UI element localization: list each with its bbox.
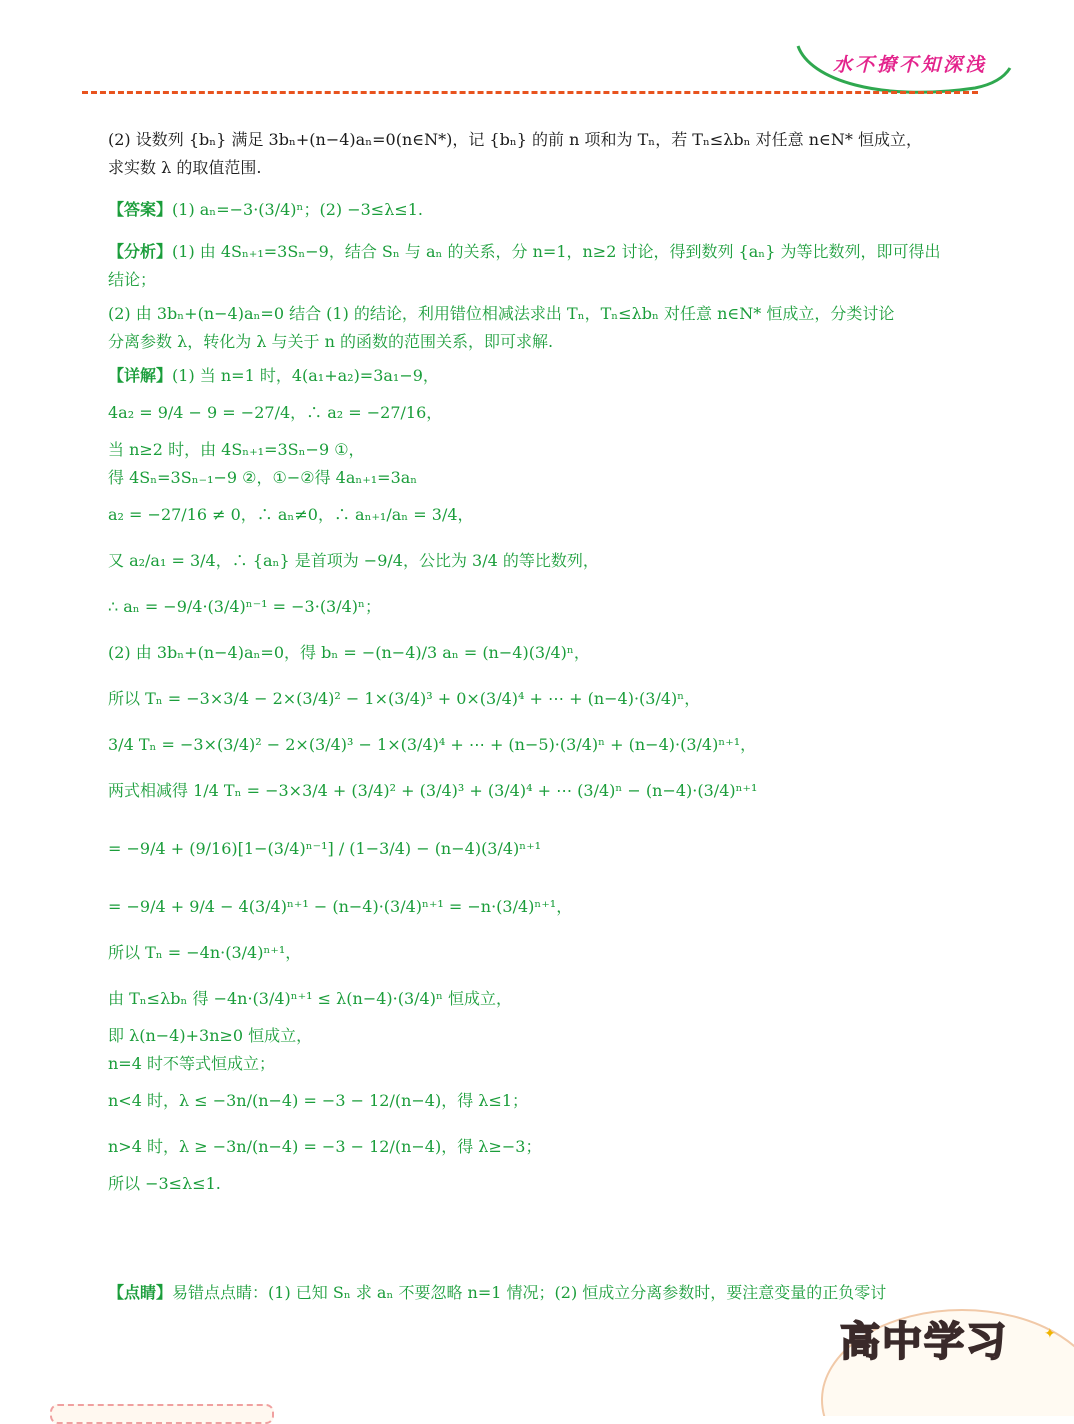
- detail-line: n=4 时不等式恒成立；: [108, 1054, 275, 1073]
- answer-text: (1) aₙ=−3·(3/4)ⁿ；(2) −3≤λ≤1.: [172, 200, 424, 219]
- detail-line: = −9/4 + (9/16)[1−(3/4)ⁿ⁻¹] / (1−3/4) − (n−4)(3/4)ⁿ⁺¹: [108, 839, 542, 858]
- dianjing-section: [108, 1280, 886, 1306]
- detail-line: (1) 当 n=1 时，4(a₁+a₂)=3a₁−9，: [172, 366, 439, 385]
- analysis-line: 分离参数 λ，转化为 λ 与关于 n 的函数的范围关系，即可求解.: [108, 332, 554, 351]
- answer-section: [108, 196, 988, 224]
- footer-decoration: [50, 1404, 274, 1424]
- dianjing-text: 易错点点睛：(1) 已知 Sₙ 求 aₙ 不要忽略 n=1 情况；(2) 恒成立分离参数时，要注意变量的正负零讨: [172, 1283, 887, 1302]
- analysis-label: 【分析】: [108, 242, 173, 261]
- analysis-line: 结论；: [108, 270, 157, 289]
- detail-line: 得 4Sₙ=3Sₙ₋₁−9 ②，①−②得 4aₙ₊₁=3aₙ: [108, 468, 418, 487]
- logo-text: 水不撩不知深浅: [832, 54, 987, 76]
- detail-line: (2) 由 3bₙ+(n−4)aₙ=0，得 bₙ = −(n−4)/3 aₙ = (n−4)(3/4)ⁿ，: [108, 643, 590, 662]
- detail-line: a₂ = −27/16 ≠ 0，∴ aₙ≠0，∴ aₙ₊₁/aₙ = 3/4，: [108, 505, 474, 524]
- detail-line: 所以 Tₙ = −3×3/4 − 2×(3/4)² − 1×(3/4)³ + 0×(3/4)⁴ + ⋯ + (n−4)·(3/4)ⁿ，: [108, 689, 701, 708]
- svg-text:✦: ✦: [1044, 1326, 1056, 1342]
- detail-line: n>4 时，λ ≥ −3n/(n−4) = −3 − 12/(n−4)，得 λ≥−3；: [108, 1137, 542, 1156]
- dianjing-label: 【点睛】: [108, 1283, 173, 1302]
- document-body: [108, 126, 988, 1198]
- answer-label: 【答案】: [108, 200, 173, 219]
- detail-line: 3/4 Tₙ = −3×(3/4)² − 2×(3/4)³ − 1×(3/4)⁴ + ⋯ + (n−5)·(3/4)ⁿ + (n−4)·(3/4)ⁿ⁺¹，: [108, 735, 757, 754]
- detail-line: 两式相减得 1/4 Tₙ = −3×3/4 + (3/4)² + (3/4)³ + (3/4)⁴ + ⋯ (3/4)ⁿ − (n−4)·(3/4)ⁿ⁺¹: [108, 781, 758, 800]
- detail-line: 由 Tₙ≤λbₙ 得 −4n·(3/4)ⁿ⁺¹ ≤ λ(n−4)·(3/4)ⁿ 恒成立，: [108, 989, 512, 1008]
- detail-line: 4a₂ = 9/4 − 9 = −27/4，∴ a₂ = −27/16，: [108, 403, 443, 422]
- detail-line: 即 λ(n−4)+3n≥0 恒成立，: [108, 1026, 313, 1045]
- detail-line: n<4 时，λ ≤ −3n/(n−4) = −3 − 12/(n−4)，得 λ≤1；: [108, 1091, 529, 1110]
- question-line: (2) 设数列 {bₙ} 满足 3bₙ+(n−4)aₙ=0(n∈N*)，记 {bₙ} 的前 n 项和为 Tₙ，若 Tₙ≤λbₙ 对任意 n∈N* 恒成立，: [108, 130, 922, 149]
- detail-line: 所以 −3≤λ≤1.: [108, 1174, 221, 1193]
- detail-line: = −9/4 + 9/4 − 4(3/4)ⁿ⁺¹ − (n−4)·(3/4)ⁿ⁺¹ = −n·(3/4)ⁿ⁺¹，: [108, 897, 573, 916]
- detail-line: 所以 Tₙ = −4n·(3/4)ⁿ⁺¹，: [108, 943, 302, 962]
- detail-label: 【详解】: [108, 366, 173, 385]
- detail-line: 当 n≥2 时，由 4Sₙ₊₁=3Sₙ−9 ①，: [108, 440, 365, 459]
- analysis-section: [108, 238, 988, 266]
- analysis-line: (1) 由 4Sₙ₊₁=3Sₙ−9，结合 Sₙ 与 aₙ 的关系，分 n=1，n≥2 讨论，得到数列 {aₙ} 为等比数列，即可得出: [172, 242, 941, 261]
- analysis-line: (2) 由 3bₙ+(n−4)aₙ=0 结合 (1) 的结论，利用错位相减法求出 Tₙ，Tₙ≤λbₙ 对任意 n∈N* 恒成立，分类讨论: [108, 304, 895, 323]
- question-line: 求实数 λ 的取值范围.: [108, 158, 262, 177]
- header-divider: [82, 91, 978, 94]
- detail-line: 又 a₂/a₁ = 3/4，∴ {aₙ} 是首项为 −9/4，公比为 3/4 的等比数列，: [108, 551, 599, 570]
- detail-section: [108, 362, 988, 390]
- detail-line: ∴ aₙ = −9/4·(3/4)ⁿ⁻¹ = −3·(3/4)ⁿ；: [108, 597, 381, 616]
- badge-text: 高中学习: [840, 1319, 1008, 1365]
- study-badge: [812, 1290, 1074, 1416]
